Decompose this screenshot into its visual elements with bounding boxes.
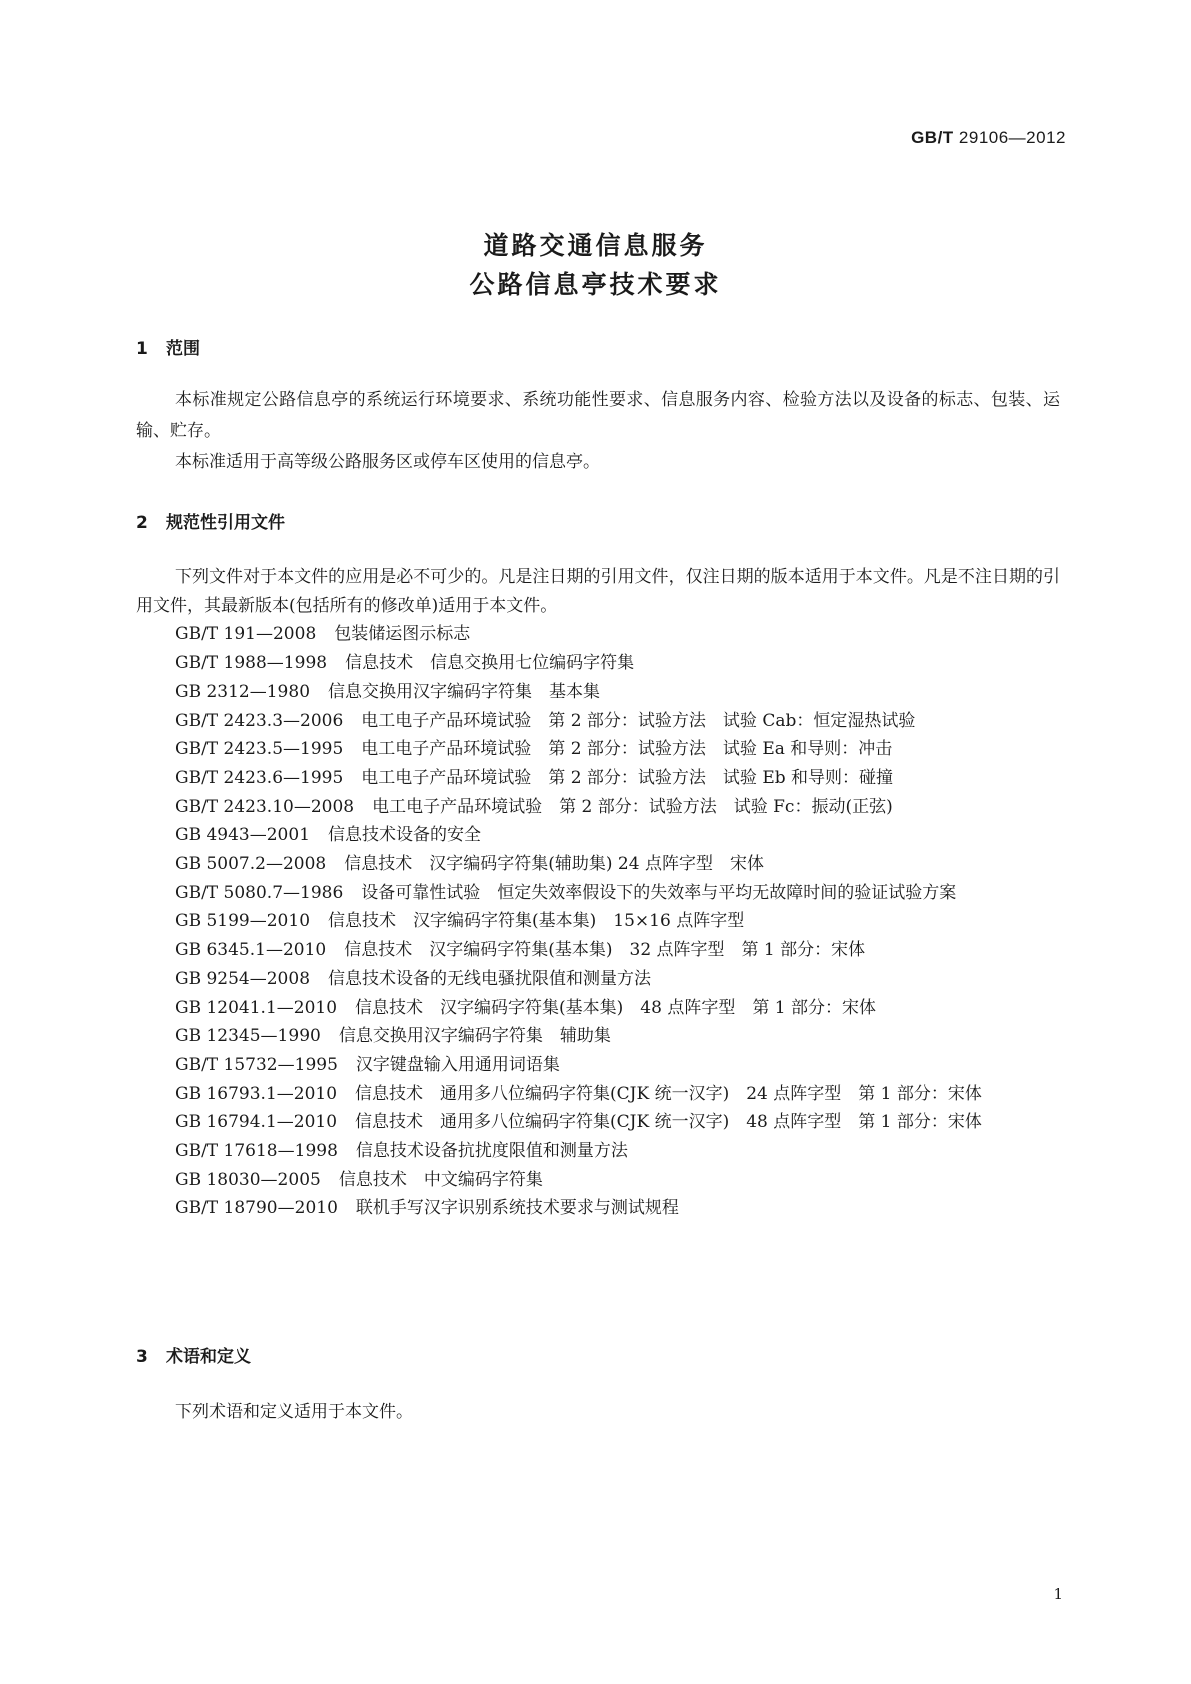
reference-item [136, 707, 1060, 736]
reference-code: GB 16794.1—2010 [175, 1112, 338, 1133]
reference-item [136, 936, 1060, 965]
reference-title: 包装储运图示标志 [334, 624, 471, 645]
reference-title: 电工电子产品环境试验 第 2 部分：试验方法 试验 Eb 和导则：碰撞 [361, 767, 894, 788]
document-title-line-2: 公路信息亭技术要求 [469, 270, 722, 299]
reference-item [136, 907, 1060, 936]
reference-item [136, 735, 1060, 764]
reference-item [136, 1194, 1060, 1223]
reference-title: 汉字键盘输入用通用词语集 [355, 1054, 560, 1075]
reference-code: GB 9254—2008 [175, 968, 311, 989]
reference-code: GB/T 2423.3—2006 [175, 710, 344, 731]
normative-reference-list [136, 620, 1060, 1223]
reference-code: GB 4943—2001 [175, 825, 311, 846]
section-3-body [136, 1397, 1060, 1428]
paragraph: 下列术语和定义适用于本文件。 [175, 1402, 413, 1422]
reference-item [136, 678, 1060, 707]
reference-title: 信息技术 汉字编码字符集(基本集) 15×16 点阵字型 [328, 911, 745, 932]
reference-item [136, 1108, 1060, 1137]
paragraph: 本标准适用于高等级公路服务区或停车区使用的信息亭。 [175, 452, 600, 472]
reference-code: GB 12345—1990 [175, 1026, 321, 1047]
reference-code: GB/T 2423.5—1995 [175, 739, 344, 760]
reference-item [136, 764, 1060, 793]
reference-item [136, 1166, 1060, 1195]
section-2-heading [136, 508, 285, 533]
section-1-heading [136, 334, 200, 359]
reference-item [136, 1051, 1060, 1080]
reference-code: GB/T 18790—2010 [175, 1198, 338, 1219]
reference-item [136, 994, 1060, 1023]
reference-code: GB 18030—2005 [175, 1169, 321, 1190]
page-number: 1 [1053, 1585, 1063, 1603]
section-title: 范围 [166, 339, 200, 359]
reference-item [136, 821, 1060, 850]
reference-title: 信息技术 汉字编码字符集(基本集) 48 点阵字型 第 1 部分：宋体 [355, 997, 876, 1018]
reference-title: 电工电子产品环境试验 第 2 部分：试验方法 试验 Ea 和导则：冲击 [361, 739, 893, 760]
standard-prefix: GB/T [911, 128, 954, 147]
reference-code: GB 6345.1—2010 [175, 940, 327, 961]
reference-code: GB 12041.1—2010 [175, 997, 338, 1018]
reference-title: 信息技术 通用多八位编码字符集(CJK 统一汉字) 48 点阵字型 第 1 部分：宋体 [355, 1112, 982, 1133]
reference-item [136, 649, 1060, 678]
reference-title: 信息技术 中文编码字符集 [338, 1169, 543, 1190]
reference-title: 设备可靠性试验 恒定失效率假设下的失效率与平均无故障时间的验证试验方案 [361, 882, 957, 903]
reference-item [136, 1080, 1060, 1109]
reference-code: GB 2312—1980 [175, 681, 311, 702]
reference-code: GB/T 1988—1998 [175, 653, 328, 674]
reference-title: 信息技术 汉字编码字符集(基本集) 32 点阵字型 第 1 部分：宋体 [344, 940, 866, 961]
reference-item [136, 793, 1060, 822]
section-number: 3 [136, 1347, 148, 1367]
reference-title: 信息技术设备的安全 [328, 825, 482, 846]
reference-title: 信息技术 信息交换用七位编码字符集 [345, 653, 635, 674]
reference-code: GB 16793.1—2010 [175, 1083, 338, 1104]
section-number: 2 [136, 513, 148, 533]
section-2-body [136, 563, 1060, 1223]
reference-code: GB/T 15732—1995 [175, 1054, 338, 1075]
section-title: 规范性引用文件 [166, 513, 285, 533]
reference-code: GB/T 5080.7—1986 [175, 882, 344, 903]
reference-item [136, 965, 1060, 994]
reference-item [136, 1137, 1060, 1166]
reference-item [136, 620, 1060, 649]
document-title-line-1: 道路交通信息服务 [483, 231, 708, 260]
reference-title: 信息技术设备的无线电骚扰限值和测量方法 [328, 968, 652, 989]
reference-title: 信息交换用汉字编码字符集 辅助集 [338, 1026, 611, 1047]
reference-item [136, 879, 1060, 908]
reference-title: 信息技术设备抗扰度限值和测量方法 [355, 1141, 628, 1162]
reference-code: GB/T 17618—1998 [175, 1141, 338, 1162]
reference-code: GB 5007.2—2008 [175, 854, 327, 875]
section-3-heading [136, 1342, 251, 1367]
reference-title: 电工电子产品环境试验 第 2 部分：试验方法 试验 Fc：振动(正弦) [372, 796, 893, 817]
standard-code: 29106—2012 [958, 128, 1066, 147]
reference-title: 信息技术 通用多八位编码字符集(CJK 统一汉字) 24 点阵字型 第 1 部分：宋体 [355, 1083, 982, 1104]
reference-code: GB/T 191—2008 [175, 624, 317, 645]
reference-code: GB/T 2423.6—1995 [175, 767, 344, 788]
paragraph: 本标准规定公路信息亭的系统运行环境要求、系统功能性要求、信息服务内容、检验方法以及设备的标志、包装、运输、贮存。 [136, 390, 1060, 441]
standard-number [911, 128, 1066, 148]
reference-title: 联机手写汉字识别系统技术要求与测试规程 [355, 1198, 679, 1219]
reference-title: 信息交换用汉字编码字符集 基本集 [328, 681, 601, 702]
section-1-body [136, 385, 1060, 478]
reference-code: GB 5199—2010 [175, 911, 311, 932]
section-number: 1 [136, 339, 148, 359]
paragraph: 下列文件对于本文件的应用是必不可少的。凡是注日期的引用文件，仅注日期的版本适用于本文件。凡是不注日期的引用文件，其最新版本(包括所有的修改单)适用于本文件。 [136, 567, 1060, 616]
reference-item [136, 850, 1060, 879]
reference-code: GB/T 2423.10—2008 [175, 796, 355, 817]
reference-item [136, 1022, 1060, 1051]
reference-title: 信息技术 汉字编码字符集(辅助集) 24 点阵字型 宋体 [344, 854, 764, 875]
section-title: 术语和定义 [166, 1347, 251, 1367]
reference-title: 电工电子产品环境试验 第 2 部分：试验方法 试验 Cab：恒定湿热试验 [361, 710, 916, 731]
